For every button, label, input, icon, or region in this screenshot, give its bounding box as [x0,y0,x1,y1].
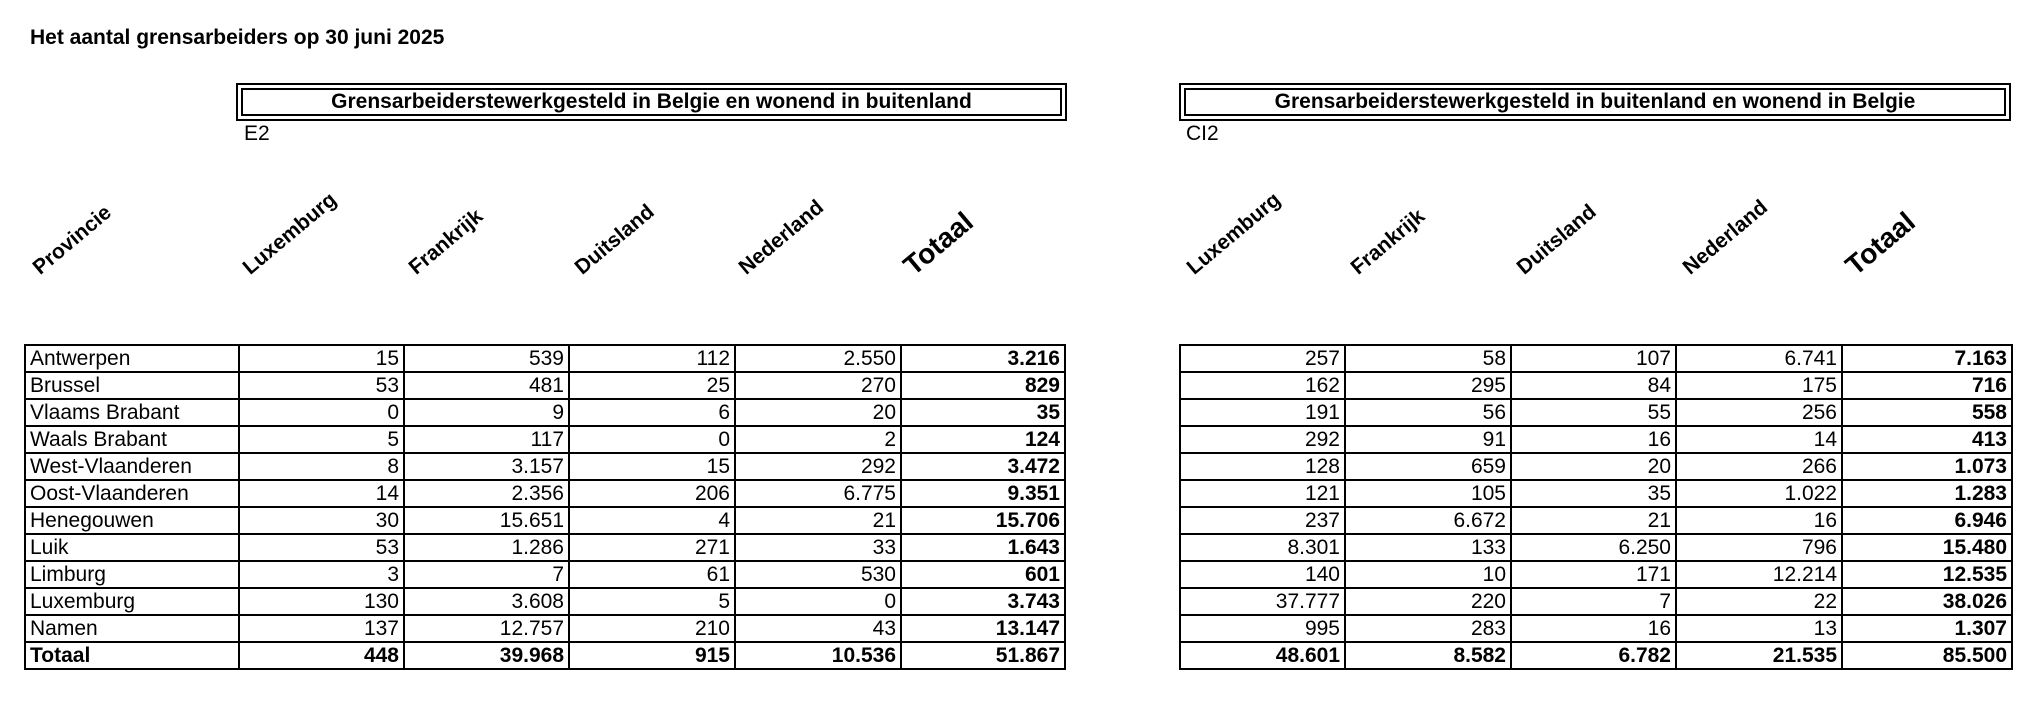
total-label-cell: Totaal [25,642,239,669]
table-row [1180,588,2012,615]
data-cell: 4 [569,507,735,534]
table-row [1180,507,2012,534]
total-cell: 3.216 [901,345,1065,372]
total-cell: 3.743 [901,588,1065,615]
table-row [25,426,1065,453]
data-cell: 21 [735,507,901,534]
table-row [25,615,1065,642]
province-cell: Waals Brabant [25,426,239,453]
data-cell: 140 [1180,561,1345,588]
data-cell: 271 [569,534,735,561]
data-cell: 15 [569,453,735,480]
data-cell: 6.250 [1511,534,1676,561]
data-cell: 237 [1180,507,1345,534]
table-row [25,588,1065,615]
data-cell: 133 [1345,534,1511,561]
total-cell: 15.706 [901,507,1065,534]
right-col-header-duitsland: Duitsland [1512,200,1601,280]
data-cell: 61 [569,561,735,588]
data-cell: 112 [569,345,735,372]
data-cell: 8.301 [1180,534,1345,561]
right-section-header [1179,83,2011,121]
total-cell: 829 [901,372,1065,399]
data-cell: 175 [1676,372,1842,399]
data-cell: 3 [239,561,404,588]
total-cell: 51.867 [901,642,1065,669]
total-cell: 6.946 [1842,507,2012,534]
data-cell: 191 [1180,399,1345,426]
province-cell: West-Vlaanderen [25,453,239,480]
data-cell: 171 [1511,561,1676,588]
data-cell: 39.968 [404,642,569,669]
total-cell: 9.351 [901,480,1065,507]
data-cell: 48.601 [1180,642,1345,669]
data-cell: 796 [1676,534,1842,561]
data-cell: 915 [569,642,735,669]
right-col-header-nederland: Nederland [1678,195,1773,280]
table-row [1180,372,2012,399]
data-cell: 6.782 [1511,642,1676,669]
data-cell: 20 [735,399,901,426]
total-cell: 1.307 [1842,615,2012,642]
table-row [25,507,1065,534]
data-cell: 266 [1676,453,1842,480]
data-cell: 55 [1511,399,1676,426]
data-cell: 206 [569,480,735,507]
left-col-header-luxemburg: Luxemburg [238,188,341,280]
left-section-header [236,83,1067,121]
data-cell: 22 [1676,588,1842,615]
right-data-table [1179,344,2013,670]
data-cell: 16 [1511,615,1676,642]
left-col-header-nederland: Nederland [734,195,829,280]
data-cell: 16 [1676,507,1842,534]
table-row [25,480,1065,507]
left-col-header-totaal: Totaal [897,205,979,282]
data-cell: 12.757 [404,615,569,642]
data-cell: 210 [569,615,735,642]
data-cell: 56 [1345,399,1511,426]
total-cell: 13.147 [901,615,1065,642]
data-cell: 283 [1345,615,1511,642]
data-cell: 220 [1345,588,1511,615]
data-cell: 14 [239,480,404,507]
data-cell: 137 [239,615,404,642]
right-table-body [1180,345,2012,669]
table-row [1180,480,2012,507]
table-row [25,561,1065,588]
data-cell: 107 [1511,345,1676,372]
table-row [1180,345,2012,372]
data-cell: 35 [1511,480,1676,507]
table-row [1180,561,2012,588]
total-row [25,642,1065,669]
data-cell: 43 [735,615,901,642]
data-cell: 7 [1511,588,1676,615]
data-cell: 539 [404,345,569,372]
data-cell: 33 [735,534,901,561]
data-cell: 162 [1180,372,1345,399]
data-cell: 292 [1180,426,1345,453]
province-cell: Antwerpen [25,345,239,372]
total-row [1180,642,2012,669]
total-cell: 558 [1842,399,2012,426]
data-cell: 1.286 [404,534,569,561]
right-col-header-frankrijk: Frankrijk [1346,204,1430,280]
data-cell: 2 [735,426,901,453]
left-data-table [24,344,1066,670]
data-cell: 0 [569,426,735,453]
data-cell: 0 [239,399,404,426]
table-row [25,399,1065,426]
data-cell: 659 [1345,453,1511,480]
table-row [1180,399,2012,426]
total-cell: 1.073 [1842,453,2012,480]
data-cell: 6.741 [1676,345,1842,372]
total-cell: 85.500 [1842,642,2012,669]
total-cell: 12.535 [1842,561,2012,588]
province-cell: Vlaams Brabant [25,399,239,426]
province-cell: Limburg [25,561,239,588]
data-cell: 0 [735,588,901,615]
left-section-header-text: Grensarbeiderstewerkgesteld in Belgie en wonend in buitenland [331,90,972,113]
province-cell: Luxemburg [25,588,239,615]
left-table-body [25,345,1065,669]
province-cell: Oost-Vlaanderen [25,480,239,507]
left-col-header-frankrijk: Frankrijk [404,204,488,280]
total-cell: 38.026 [1842,588,2012,615]
data-cell: 292 [735,453,901,480]
data-cell: 15 [239,345,404,372]
data-cell: 2.550 [735,345,901,372]
data-cell: 6 [569,399,735,426]
data-cell: 91 [1345,426,1511,453]
data-cell: 6.775 [735,480,901,507]
total-cell: 716 [1842,372,2012,399]
total-cell: 1.283 [1842,480,2012,507]
table-row [1180,453,2012,480]
data-cell: 5 [569,588,735,615]
province-cell: Luik [25,534,239,561]
data-cell: 30 [239,507,404,534]
data-cell: 25 [569,372,735,399]
data-cell: 8.582 [1345,642,1511,669]
data-cell: 3.608 [404,588,569,615]
data-cell: 37.777 [1180,588,1345,615]
left-code-label: E2 [244,122,270,145]
total-cell: 413 [1842,426,2012,453]
province-cell: Henegouwen [25,507,239,534]
data-cell: 16 [1511,426,1676,453]
total-cell: 601 [901,561,1065,588]
total-cell: 15.480 [1842,534,2012,561]
table-row [25,372,1065,399]
data-cell: 448 [239,642,404,669]
data-cell: 5 [239,426,404,453]
data-cell: 295 [1345,372,1511,399]
data-cell: 14 [1676,426,1842,453]
data-cell: 10.536 [735,642,901,669]
right-code-label: CI2 [1186,122,1219,145]
table-row [25,345,1065,372]
right-section-header-text: Grensarbeiderstewerkgesteld in buitenland en wonend in Belgie [1274,90,1916,113]
table-row [1180,426,2012,453]
data-cell: 995 [1180,615,1345,642]
data-cell: 15.651 [404,507,569,534]
data-cell: 7 [404,561,569,588]
data-cell: 530 [735,561,901,588]
data-cell: 12.214 [1676,561,1842,588]
province-cell: Brussel [25,372,239,399]
data-cell: 256 [1676,399,1842,426]
table-row [25,453,1065,480]
table-row [25,534,1065,561]
data-cell: 8 [239,453,404,480]
data-cell: 20 [1511,453,1676,480]
right-col-header-totaal: Totaal [1839,205,1921,282]
data-cell: 21 [1511,507,1676,534]
total-cell: 124 [901,426,1065,453]
left-col-header-duitsland: Duitsland [570,200,659,280]
data-cell: 128 [1180,453,1345,480]
table-row [1180,615,2012,642]
total-cell: 3.472 [901,453,1065,480]
data-cell: 257 [1180,345,1345,372]
data-cell: 117 [404,426,569,453]
data-cell: 130 [239,588,404,615]
data-cell: 53 [239,534,404,561]
data-cell: 270 [735,372,901,399]
data-cell: 1.022 [1676,480,1842,507]
total-cell: 7.163 [1842,345,2012,372]
data-cell: 13 [1676,615,1842,642]
data-cell: 58 [1345,345,1511,372]
province-cell: Namen [25,615,239,642]
right-col-header-luxemburg: Luxemburg [1182,188,1285,280]
total-cell: 35 [901,399,1065,426]
table-row [1180,534,2012,561]
data-cell: 105 [1345,480,1511,507]
data-cell: 481 [404,372,569,399]
data-cell: 6.672 [1345,507,1511,534]
data-cell: 3.157 [404,453,569,480]
data-cell: 2.356 [404,480,569,507]
data-cell: 10 [1345,561,1511,588]
page-title: Het aantal grensarbeiders op 30 juni 2025 [30,26,445,49]
province-column-header: Provincie [28,200,116,280]
data-cell: 121 [1180,480,1345,507]
data-cell: 84 [1511,372,1676,399]
data-cell: 21.535 [1676,642,1842,669]
total-cell: 1.643 [901,534,1065,561]
data-cell: 53 [239,372,404,399]
data-cell: 9 [404,399,569,426]
